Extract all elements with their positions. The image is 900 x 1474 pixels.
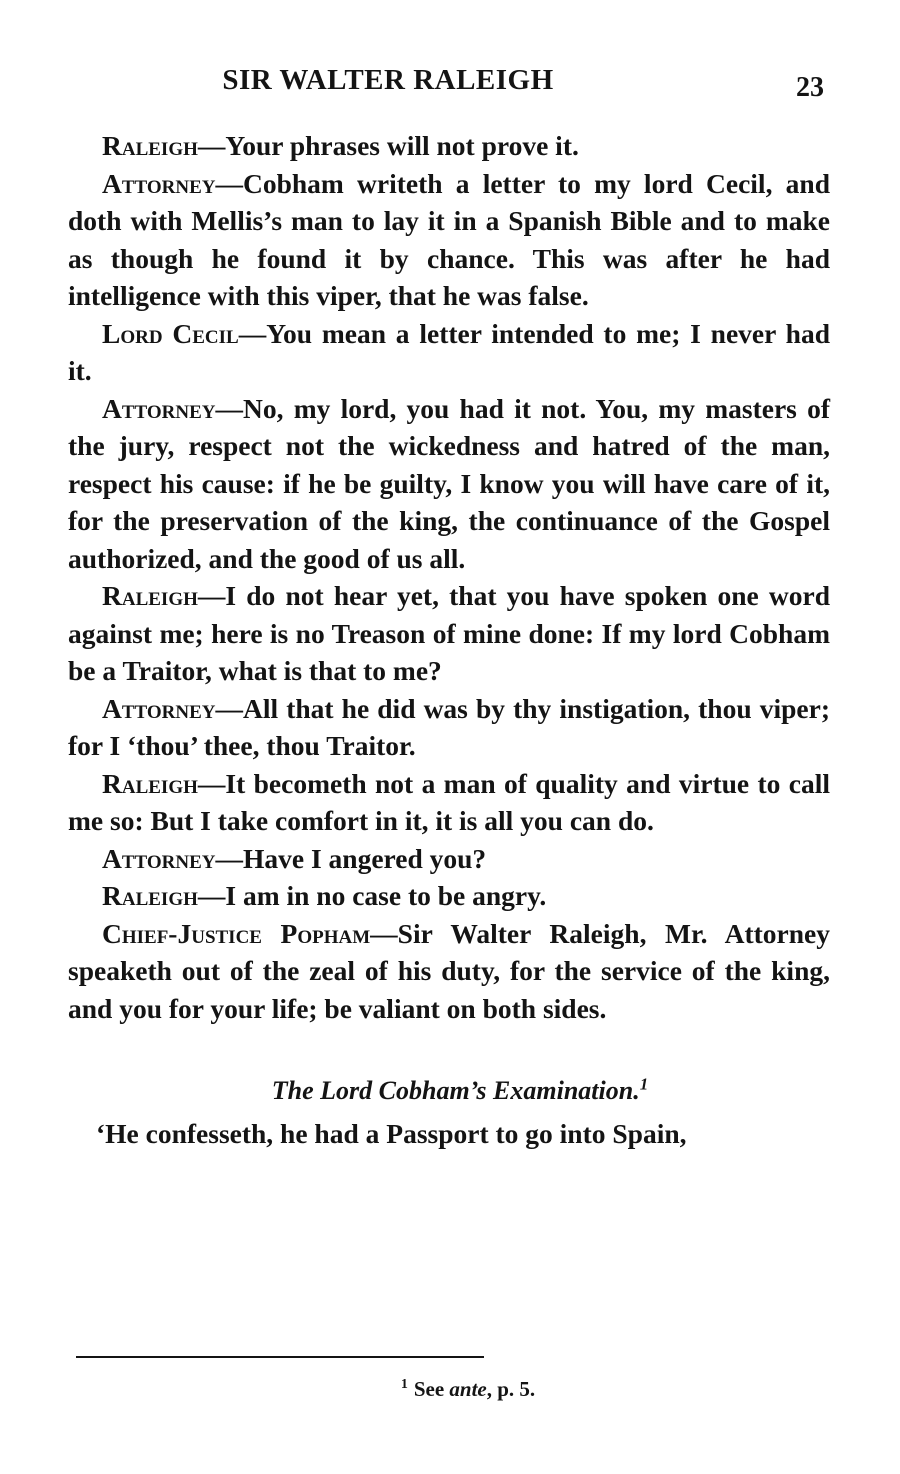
section-heading xyxy=(68,1073,830,1109)
speaker-name: Raleigh xyxy=(102,130,198,161)
speaker-name: Chief-Justice Popham xyxy=(102,917,371,949)
speaker-name: Raleigh xyxy=(102,767,198,799)
speaker-name: Attorney xyxy=(102,692,216,724)
dialogue-paragraph xyxy=(68,915,830,1028)
dialogue-paragraph xyxy=(68,840,830,878)
section-heading-text: The Lord Cobham’s Examination. xyxy=(271,1076,640,1105)
dialogue-paragraph xyxy=(68,165,830,315)
speech-text: —You mean a letter intended to me; I never had it. xyxy=(68,317,830,386)
speech-text: —Have I angered you? xyxy=(215,842,487,874)
speech-text: —No, my lord, you had it not. You, my masters of the jury, respect not the wickedness and hatred of the man, respect his cause: if he be guilty, I know you will have care of it, for the preservation of the king, the continuance of the Gospel authorized, and the good of us all. xyxy=(68,392,830,574)
footnote-number: 1 xyxy=(400,1377,408,1392)
body-text xyxy=(68,127,830,1153)
footnote xyxy=(0,1377,900,1402)
speaker-name: Attorney xyxy=(102,167,216,199)
dialogue-paragraph xyxy=(68,577,830,690)
dialogue-paragraph xyxy=(68,390,830,578)
speech-text: —It becometh not a man of quality and virtue to call me so: But I take comfort in it, it is all you can do. xyxy=(68,767,830,836)
page-number: 23 xyxy=(796,72,824,103)
running-title: SIR WALTER RALEIGH xyxy=(222,64,554,96)
speaker-name: Raleigh xyxy=(102,880,198,911)
speech-text: —I am in no case to be angry. xyxy=(197,880,547,911)
quoted-paragraph: ‘He confesseth, he had a Passport to go into Spain, xyxy=(96,1118,687,1149)
dialogue-paragraph xyxy=(68,765,830,840)
footnote-suffix: , p. 5. xyxy=(486,1377,536,1401)
speech-text: —I do not hear yet, that you have spoken one word against me; here is no Treason of mine done: If my lord Cobham be a Traitor, what is that to me? xyxy=(68,580,830,686)
speech-text: —All that he did was by thy instigation, thou viper; for I ‘thou’ thee, thou Traitor. xyxy=(68,692,830,761)
footnote-divider xyxy=(76,1356,484,1358)
speaker-name: Lord Cecil xyxy=(102,317,239,349)
speaker-name: Attorney xyxy=(102,842,216,874)
dialogue-paragraph xyxy=(68,877,830,915)
footnote-italic-ref: ante xyxy=(449,1377,487,1401)
dialogue-paragraph xyxy=(68,690,830,765)
speaker-name: Attorney xyxy=(102,392,216,424)
footnote-reference: 1 xyxy=(639,1074,649,1094)
page-header xyxy=(68,64,830,108)
speech-text: —Your phrases will not prove it. xyxy=(197,130,579,161)
speech-text: —Sir Walter Raleigh, Mr. Attorney speaketh out of the zeal of his duty, for the service of the king, and you for your life; be valiant on both sides. xyxy=(68,917,830,1024)
speech-text: —Cobham writeth a letter to my lord Cecil, and doth with Mellis’s man to lay it in a Spanish Bible and to make as though he found it by chance. This was after he had intelligence with this viper, that he was false. xyxy=(68,167,830,311)
footnote-prefix: See xyxy=(413,1377,450,1401)
speaker-name: Raleigh xyxy=(102,580,198,611)
dialogue-paragraph xyxy=(68,315,830,390)
dialogue-paragraph xyxy=(68,127,830,165)
